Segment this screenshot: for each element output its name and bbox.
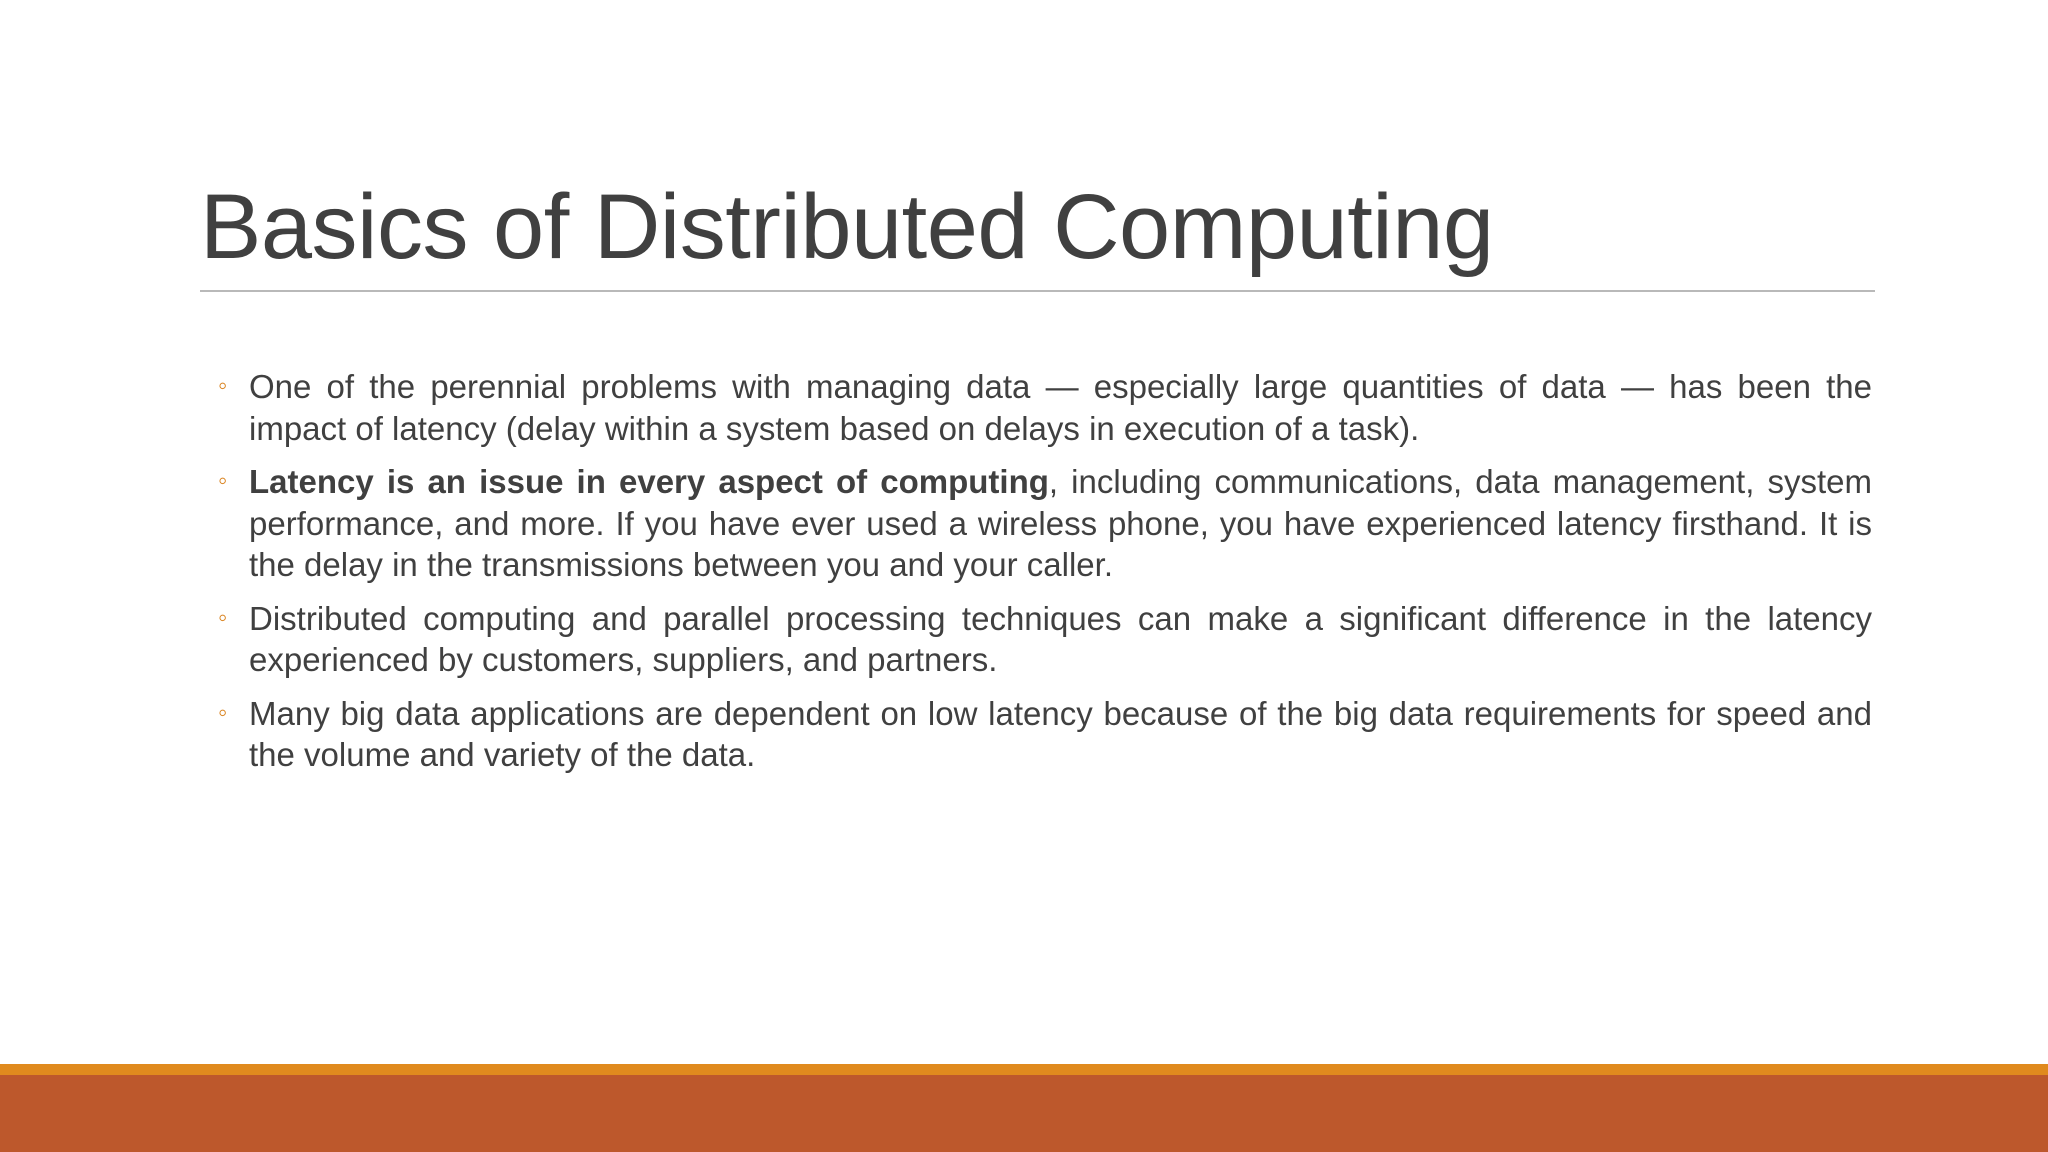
bullet-marker-icon: ◦ [218, 370, 228, 400]
bullet-item [218, 461, 1872, 586]
bullet-marker-icon: ◦ [218, 601, 228, 632]
bullet-item [218, 598, 1872, 681]
slide-title: Basics of Distributed Computing [200, 176, 1494, 278]
footer-accent-stripe [0, 1064, 2048, 1075]
bullet-marker-icon: ◦ [218, 465, 228, 495]
bullet-text: , including communications, data management, system performance, and more. If you have ever used a wireless phone, you have experienced latency firsthand. It is the delay in the transmissions between you and your caller. [249, 463, 1872, 583]
bullet-item [218, 366, 1872, 449]
bullet-text: One of the perennial problems with managing data — especially large quantities of data — has been the impact of latency (delay within a system based on delays in execution of a task). [249, 368, 1872, 447]
bullet-list [218, 366, 1872, 788]
bullet-bold-lead: Latency is an issue in every aspect of computing [249, 463, 1049, 500]
footer-bar [0, 1075, 2048, 1152]
title-divider [200, 290, 1875, 292]
bullet-item [218, 693, 1872, 776]
bullet-text: Many big data applications are dependent on low latency because of the big data requirements for speed and the volume and variety of the data. [249, 694, 1872, 773]
bullet-marker-icon: ◦ [218, 696, 228, 727]
bullet-text: Distributed computing and parallel processing techniques can make a significant difference in the latency experienced by customers, suppliers, and partners. [249, 599, 1872, 678]
